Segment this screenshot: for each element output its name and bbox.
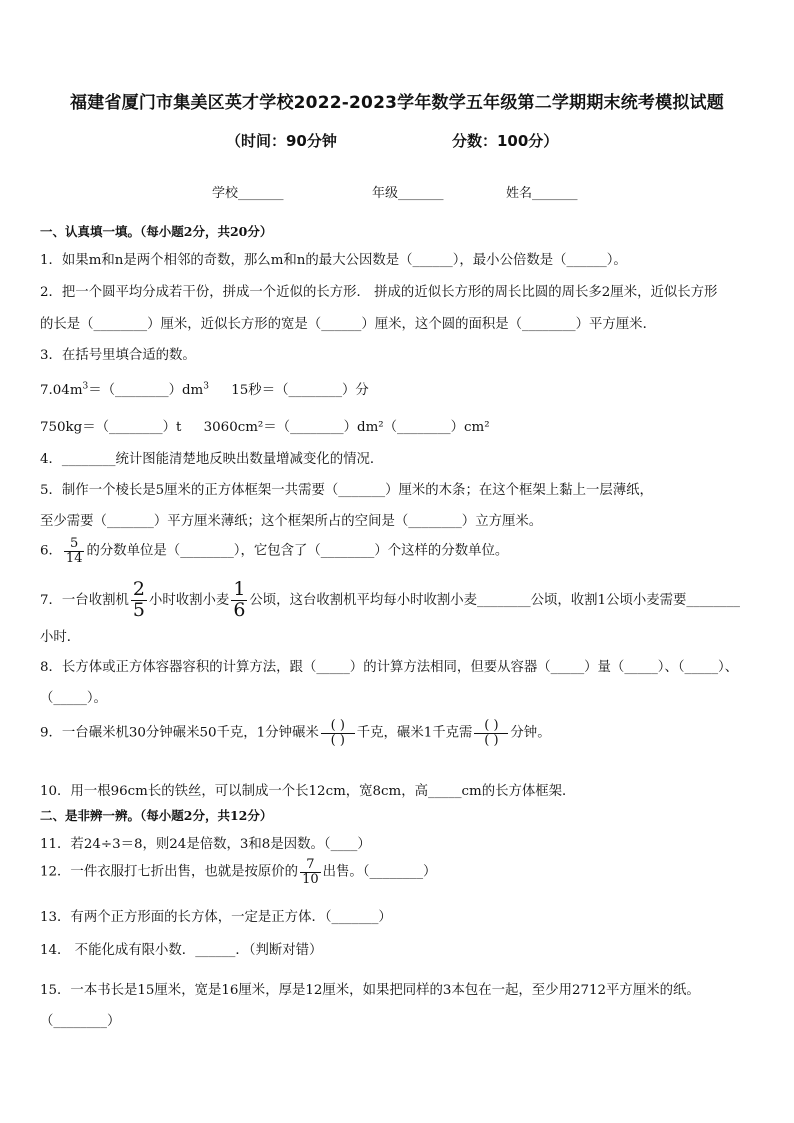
q6-number: 6．: [40, 543, 62, 559]
q9-f2-numerator: ( ): [474, 719, 508, 734]
question-6: [40, 537, 508, 565]
question-3-row-1: [40, 379, 369, 398]
q3-dm-sup: 3: [203, 381, 209, 392]
q12-fraction: [300, 858, 321, 886]
q12-numerator: 7: [300, 858, 321, 873]
q7-text-start: 7．一台收割机: [40, 592, 129, 608]
q9-text-mid: 千克，碾米1千克需: [356, 725, 473, 741]
q3-volume-value: 7.04m: [40, 383, 83, 398]
question-5-line-1: 5．制作一个棱长是5厘米的正方体框架一共需要（_______）厘米的木条；在这个框架上黏上一层薄纸，: [40, 483, 653, 498]
question-7-line-1: [40, 580, 740, 621]
question-4: 4．________统计图能清楚地反映出数量增减变化的情况．: [40, 452, 384, 467]
q9-text-end: 分钟。: [510, 725, 551, 741]
time-label: （时间：90分钟: [226, 132, 337, 150]
q9-f1-numerator: ( ): [321, 719, 355, 734]
question-2-line-1: 2．把一个圆平均分成若干份，拼成一个近似的长方形． 拼成的近似长方形的周长比圆的周长多2厘米，近似长方形: [40, 285, 718, 300]
q12-text-end: 出售。（________）: [322, 864, 437, 880]
q7-text-end: 公顷，这台收割机平均每小时收割小麦________公顷，收割1公顷小麦需要________: [249, 592, 740, 608]
q6-text: 的分数单位是（________），它包含了（________）个这样的分数单位。: [86, 543, 509, 559]
q6-fraction: [64, 537, 85, 565]
school-field: 学校_______: [212, 186, 284, 201]
question-5-line-2: 至少需要（_______）平方厘米薄纸；这个框架所占的空间是（________）立方厘米。: [40, 514, 543, 529]
question-1: 1．如果m和n是两个相邻的奇数，那么m和n的最大公因数是（______），最小公倍数是（______）。: [40, 253, 627, 268]
q7-f2-numerator: 1: [233, 578, 246, 600]
q7-f2-denominator: 6: [233, 598, 246, 621]
q12-denominator: 10: [302, 871, 319, 887]
question-13: 13．有两个正方形面的长方体，一定是正方体．（_______）: [40, 910, 392, 925]
q9-f1-denominator: ( ): [330, 732, 345, 748]
q9-fraction-1: [321, 719, 355, 747]
q3-area-conversion: 3060cm²＝（________）dm²（________）cm²: [203, 420, 490, 435]
question-3: 3．在括号里填合适的数。: [40, 348, 196, 363]
question-15-line-2: （________）: [40, 1014, 121, 1029]
grade-field: 年级_______: [372, 186, 444, 201]
q7-text-mid: 小时收割小麦: [148, 592, 230, 608]
section-1-heading: 一、认真填一填。（每小题2分，共20分）: [40, 224, 273, 239]
score-label: 分数：100分）: [452, 132, 559, 150]
question-9: [40, 719, 551, 747]
q6-numerator: 5: [64, 537, 85, 552]
question-8-line-1: 8．长方体或正方体容器容积的计算方法，跟（_____）的计算方法相同，但要从容器（_____）量（_____）、（_____）、: [40, 660, 739, 675]
page-title: 福建省厦门市集美区英才学校2022-2023学年数学五年级第二学期期末统考模拟试题: [70, 93, 724, 113]
question-8-line-2: （_____）。: [40, 691, 107, 706]
q3-volume-sup: 3: [82, 381, 89, 392]
q12-text-start: 12．一件衣服打七折出售，也就是按原价的: [40, 864, 299, 880]
q7-f1-numerator: 2: [132, 578, 145, 600]
q6-denominator: 14: [65, 550, 83, 566]
q3-mass-conversion: 750kg＝（________）t: [40, 420, 182, 435]
question-10: 10．用一根96cm长的铁丝，可以制成一个长12cm，宽8cm，高_____cm的长方体框架．: [40, 784, 576, 799]
section-2-heading: 二、是非辨一辨。（每小题2分，共12分）: [40, 808, 273, 823]
q7-fraction-hours: [131, 580, 147, 621]
name-field: 姓名_______: [506, 186, 578, 201]
question-2-line-2: 的长是（________）厘米，近似长方形的宽是（______）厘米，这个圆的面积是（________）平方厘米．: [40, 317, 656, 332]
question-15-line-1: 15．一本书长是15厘米，宽是16厘米，厚是12厘米，如果把同样的3本包在一起，至少用2712平方厘米的纸。: [40, 983, 700, 998]
q3-volume-blank: ＝（________）dm: [88, 383, 204, 398]
q7-fraction-hectare: [231, 580, 247, 621]
question-11: 11．若24÷3＝8，则24是倍数，3和8是因数。（____）: [40, 837, 371, 852]
q9-f2-denominator: ( ): [484, 732, 499, 748]
question-7-line-2: 小时．: [40, 630, 81, 645]
q9-text-start: 9．一台碾米机30分钟碾米50千克，1分钟碾米: [40, 725, 319, 741]
q7-f1-denominator: 5: [132, 598, 145, 621]
question-14: 14． 不能化成有限小数．______．（判断对错）: [40, 943, 323, 958]
question-3-row-2: [40, 416, 490, 435]
q9-fraction-2: [474, 719, 508, 747]
question-12: [40, 858, 436, 886]
q3-time-conversion: 15秒＝（________）分: [231, 383, 369, 398]
